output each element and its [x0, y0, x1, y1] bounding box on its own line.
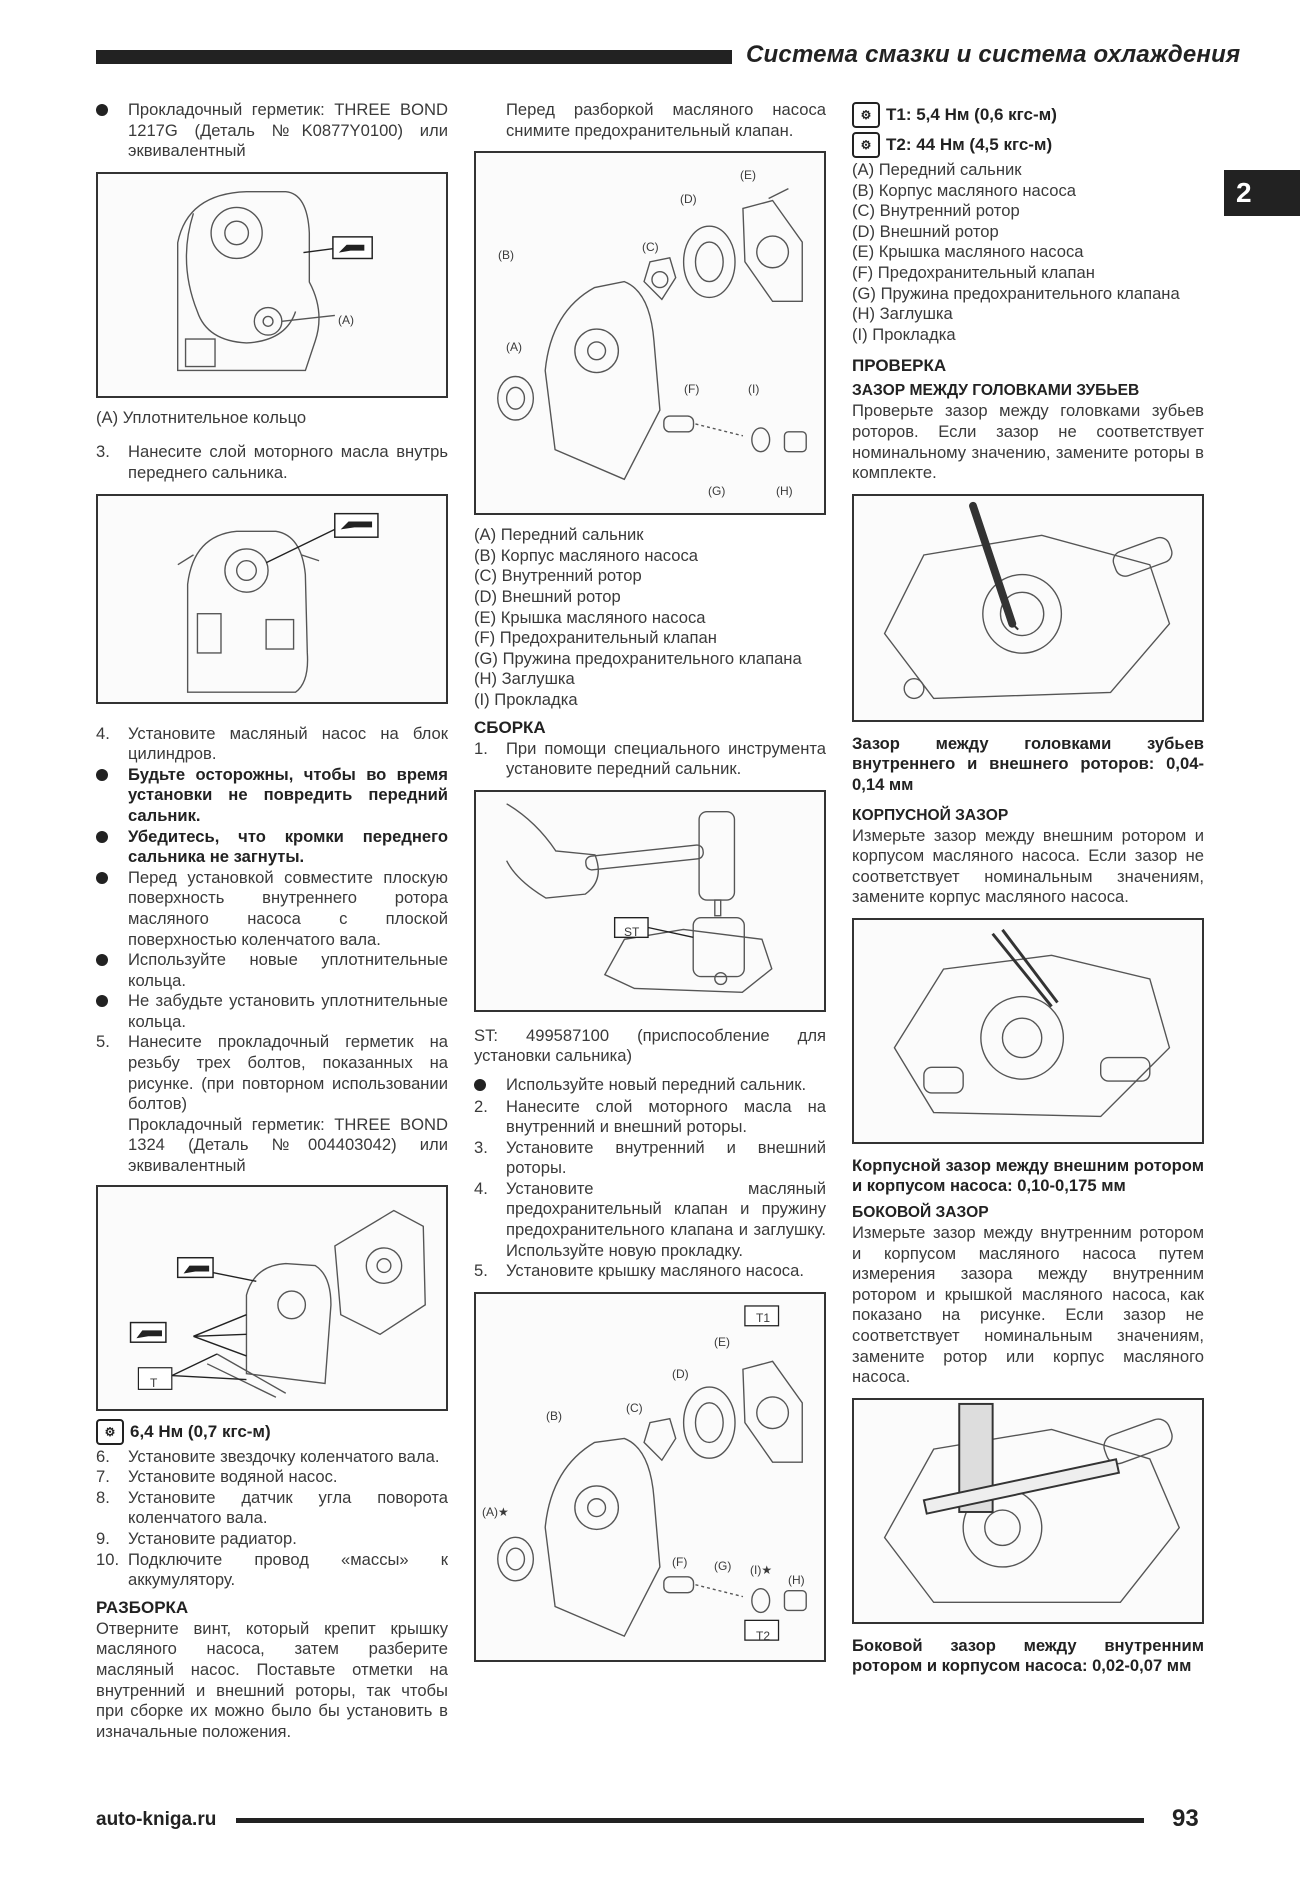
footer-site: auto-kniga.ru [96, 1809, 217, 1830]
page-number: 93 [1172, 1805, 1199, 1832]
part-list-item: (I) Прокладка [852, 324, 956, 344]
assembly-steps [474, 1097, 826, 1282]
figure-label: (A)★ [482, 1504, 509, 1519]
figure-side-clearance [852, 1398, 1204, 1624]
list-item: 6. Установите звездочку коленчатого вала. [96, 1446, 440, 1466]
list-item: 7. Установите водяной насос. [96, 1467, 338, 1487]
bullet-icon [96, 769, 108, 781]
bullet-icon [96, 872, 108, 884]
bullet-icon [96, 104, 108, 116]
column-2 [474, 100, 826, 1662]
figure-front-cover-seal [96, 172, 448, 398]
figure-seal-install [474, 790, 826, 1012]
sealant-spec-1: Прокладочный герметик: THREE BOND 1217G (Деталь №K0877Y0100) или эквивалентный [128, 100, 448, 161]
page-title: Система смазки и система охлаждения [746, 41, 1241, 68]
warning-1: Будьте осторожны, чтобы во время установки не повредить передний сальник. [96, 765, 448, 827]
figure-tip-clearance [852, 494, 1204, 722]
figure-label: (B) [546, 1408, 562, 1423]
seal-install-drawing [476, 792, 824, 1010]
figure-label: (C) [642, 240, 659, 255]
part-list-item: (H) Заглушка [474, 669, 575, 689]
step-5: 5. Нанесите прокладочный герметик на резьбу трех болтов, показанных на рисунке. (при повторном использовании болтов) [96, 1032, 448, 1114]
list-item: 10. Подключите провод «массы» к аккумулятору. [96, 1549, 448, 1590]
column-3 [852, 100, 1204, 1677]
figure-label: (G) [714, 1558, 732, 1573]
intro-text: Перед разборкой масляного насоса снимите предохранительный клапан. [506, 100, 826, 140]
part-list-item: (H) Заглушка [852, 304, 953, 324]
figure-front-seal-oil [96, 494, 448, 704]
subheading-tip-clearance: ЗАЗОР МЕЖДУ ГОЛОВКАМИ ЗУБЬЕВ [852, 382, 1140, 400]
part-list-item: (E) Крышка масляного насоса [474, 607, 706, 627]
part-list-item: (F) Предохранительный клапан [852, 262, 1095, 282]
tip-clearance-drawing [854, 496, 1202, 720]
body-clearance-spec: Корпусной зазор между внешним ротором и корпусом насоса: 0,10-0,175 мм [852, 1155, 1204, 1196]
figure-pump-assembly [474, 1292, 826, 1662]
subheading-side-clearance: БОКОВОЙ ЗАЗОР [852, 1204, 989, 1222]
figure-label: (B) [498, 248, 514, 263]
list-item [96, 100, 448, 162]
figure-label-a: (A) [338, 312, 354, 327]
list-item: 5. Установите крышку масляного насоса. [474, 1261, 804, 1281]
column-1 [96, 100, 448, 1742]
torque-wrench-icon: ⚙ [852, 132, 880, 158]
bullet-icon [96, 954, 108, 966]
engine-cover-drawing [98, 174, 446, 396]
part-list-item: (F) Предохранительный клапан [474, 628, 717, 648]
list-item: 9. Установите радиатор. [96, 1529, 297, 1548]
part-list-item: (A) Передний сальник [852, 160, 1022, 179]
torque-spec: ⚙ 6,4 Нм (0,7 кгс-м) [96, 1417, 448, 1447]
footer-rule [236, 1818, 1144, 1823]
note-1: Перед установкой совместите плоскую поверхность внутреннего ротора масляного насоса с плоской поверхностью коленчатого вала. [96, 868, 448, 950]
figure-label: (E) [740, 168, 756, 183]
figure-label: (A) [506, 340, 522, 355]
figure-label: (H) [788, 1572, 805, 1587]
torque-wrench-icon: ⚙ [96, 1419, 124, 1445]
section-heading-check: ПРОВЕРКА [852, 356, 947, 376]
note-3: Не забудьте установить уплотнительные кольца. [96, 991, 448, 1032]
list-item: 4. Установите масляный предохранительный клапан и пружину предохранительного клапана и заглушку. Используйте новую прокладку. [474, 1178, 826, 1260]
list-item: 3. Установите внутренний и внешний роторы. [474, 1137, 826, 1178]
body-clearance-text: Измерьте зазор между внешним ротором и корпусом масляного насоса. Если зазор не соответствует номинальным значениям, замените корпус масляного насоса. [852, 825, 1204, 907]
pump-exploded-drawing [476, 153, 824, 513]
st-caption: ST: 499587100 (приспособление для установки сальника) [474, 1025, 826, 1066]
steps-list [96, 1447, 448, 1591]
assembly-step-1: 1. При помощи специального инструмента установите передний сальник. [474, 738, 826, 779]
part-list-item: (D) Внешний ротор [474, 586, 621, 606]
figure-label: (F) [684, 382, 700, 397]
pump-assembly-drawing [476, 1294, 824, 1660]
figure-label: (G) [708, 484, 726, 499]
tip-clearance-spec: Зазор между головками зубьев внутреннего и внешнего роторов: 0,04-0,14 мм [852, 733, 1204, 794]
figure-label: (D) [680, 192, 697, 207]
parts-list [474, 525, 826, 710]
figure-label: (E) [714, 1334, 730, 1349]
torque-wrench-icon: ⚙ [852, 102, 880, 128]
section-heading-disassembly: РАЗБОРКА [96, 1597, 189, 1617]
figure-label-t2: T2 [756, 1628, 771, 1643]
figure-body-clearance [852, 918, 1204, 1144]
side-clearance-spec: Боковой зазор между внутренним ротором и корпусом насоса: 0,02-0,07 мм [852, 1635, 1204, 1676]
part-list-item: (G) Пружина предохранительного клапана [852, 283, 1180, 303]
figure-pump-bolts [96, 1185, 448, 1411]
step-3: 3. Нанесите слой моторного масла внутрь переднего сальника. [96, 442, 448, 482]
chapter-tab: 2 [1224, 170, 1300, 216]
torque-spec-t2: ⚙ T2: 44 Нм (4,5 кгс-м) [852, 130, 1204, 160]
bullet-icon [96, 995, 108, 1007]
figure-label-t: T [150, 1375, 158, 1390]
assembly-bullet: Используйте новый передний сальник. [474, 1075, 826, 1097]
side-clearance-drawing [854, 1400, 1202, 1622]
figure-label: (I)★ [750, 1562, 773, 1577]
figure-pump-exploded [474, 151, 826, 515]
figure-label: (F) [672, 1554, 688, 1569]
section-heading-assembly: СБОРКА [474, 717, 546, 737]
figure-label-st: ST [624, 924, 640, 939]
part-list-item: (B) Корпус масляного насоса [474, 545, 699, 565]
figure-caption: (A) Уплотнительное кольцо [96, 407, 307, 427]
part-list-item: (I) Прокладка [474, 689, 578, 709]
body-clearance-drawing [854, 920, 1202, 1142]
warning-2: Убедитесь, что кромки переднего сальника не загнуты. [96, 827, 448, 868]
subheading-body-clearance: КОРПУСНОЙ ЗАЗОР [852, 806, 1009, 824]
part-list-item: (C) Внутренний ротор [852, 201, 1020, 221]
figure-label: (I) [748, 382, 760, 397]
part-list-item: (A) Передний сальник [474, 525, 644, 545]
list-item: 8. Установите датчик угла поворота коленчатого вала. [96, 1487, 448, 1528]
part-list-item: (D) Внешний ротор [852, 221, 999, 241]
part-list-item: (B) Корпус масляного насоса [852, 180, 1077, 200]
tip-clearance-text: Проверьте зазор между головками зубьев роторов. Если зазор не соответствует номинальному значению, замените роторы в комплекте. [852, 401, 1204, 483]
figure-label: (D) [672, 1366, 689, 1381]
list-item: 2. Нанесите слой моторного масла на внутренний и внешний роторы. [474, 1096, 826, 1137]
torque-spec-t1: ⚙ T1: 5,4 Нм (0,6 кгс-м) [852, 100, 1204, 130]
figure-label-t1: T1 [756, 1310, 771, 1325]
figure-label: (C) [626, 1400, 643, 1415]
part-list-item: (C) Внутренний ротор [474, 566, 642, 586]
sealant-spec-2: Прокладочный герметик: THREE BOND 1324 (Деталь №004403042) или эквивалентный [128, 1114, 448, 1176]
part-list-item: (G) Пружина предохранительного клапана [474, 648, 802, 668]
parts-list [852, 160, 1204, 345]
step-4: 4. Установите масляный насос на блок цилиндров. [96, 723, 448, 764]
side-clearance-text: Измерьте зазор между внутренним ротором и корпусом масляного насоса путем измерения зазора между внутренним ротором и крышкой масляного насоса, как показано на рисунке. Если зазор не соответствует номинальным значениям, замените ротор или корпус масляного насоса. [852, 1223, 1204, 1387]
disassembly-text: Отверните винт, который крепит крышку масляного насоса, затем разберите масляный насос. Поставьте отметки на внутренний и внешний роторы, так чтобы при сборке их можно было бы установить в изначальные положения. [96, 1618, 448, 1741]
figure-label: (H) [776, 484, 793, 499]
bullet-icon [474, 1079, 486, 1091]
note-2: Используйте новые уплотнительные кольца. [96, 950, 448, 991]
bullet-icon [96, 831, 108, 843]
header-rule [96, 50, 732, 64]
part-list-item: (E) Крышка масляного насоса [852, 242, 1084, 262]
oil-pump-drawing [98, 496, 446, 702]
